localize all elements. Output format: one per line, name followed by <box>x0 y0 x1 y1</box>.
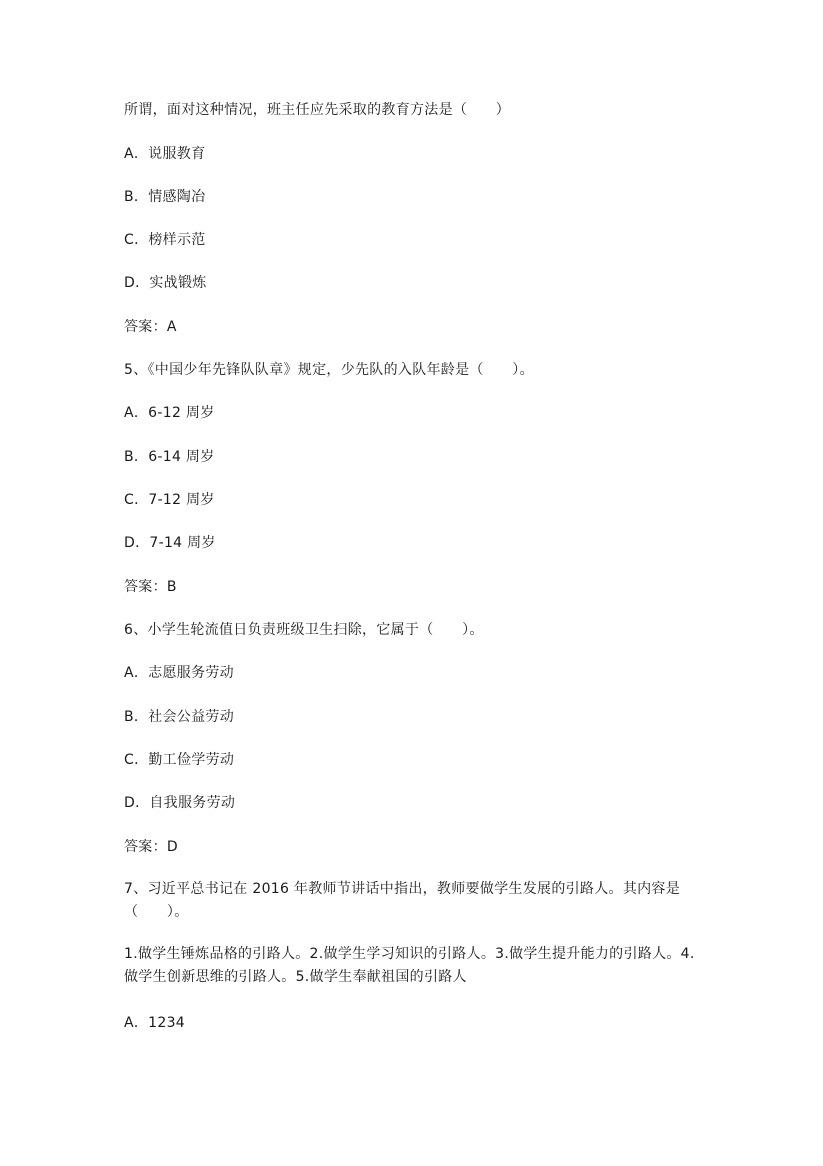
q6-option-b: B．社会公益劳动 <box>124 709 235 725</box>
q6-option-a: A．志愿服务劳动 <box>124 665 234 681</box>
question-4-stem-continued: 所谓，面对这种情况，班主任应先采取的教育方法是（ ） <box>124 102 511 118</box>
q5-option-b: B．6-14 周岁 <box>124 449 215 465</box>
q5-option-a: A．6-12 周岁 <box>124 405 215 421</box>
q4-option-a: A．说服教育 <box>124 146 206 162</box>
q4-answer: 答案：A <box>124 319 177 335</box>
q6-answer: 答案：D <box>124 839 178 855</box>
question-7-stem: 7、习近平总书记在 2016 年教师节讲话中指出，教师要做学生发展的引路人。其内容是（ ）。 <box>124 881 681 920</box>
q5-option-c: C．7-12 周岁 <box>124 492 215 508</box>
q4-option-c: C．榜样示范 <box>124 232 206 248</box>
question-5-stem: 5、《中国少年先锋队队章》规定，少先队的入队年龄是（ ）。 <box>124 362 534 378</box>
q7-option-a: A．1234 <box>124 1015 186 1031</box>
q5-answer: 答案：B <box>124 579 177 595</box>
q7-statements: 1.做学生锤炼品格的引路人。2.做学生学习知识的引路人。3.做学生提升能力的引路人。4.做学生创新思维的引路人。5.做学生奉献祖国的引路人 <box>124 946 695 985</box>
q5-option-d: D．7-14 周岁 <box>124 535 216 551</box>
q6-option-c: C．勤工俭学劳动 <box>124 752 235 768</box>
q4-option-d: D．实战锻炼 <box>124 275 207 291</box>
q6-option-d: D．自我服务劳动 <box>124 795 236 811</box>
question-6-stem: 6、小学生轮流值日负责班级卫生扫除，它属于（ ）。 <box>124 622 484 638</box>
q4-option-b: B．情感陶冶 <box>124 189 206 205</box>
